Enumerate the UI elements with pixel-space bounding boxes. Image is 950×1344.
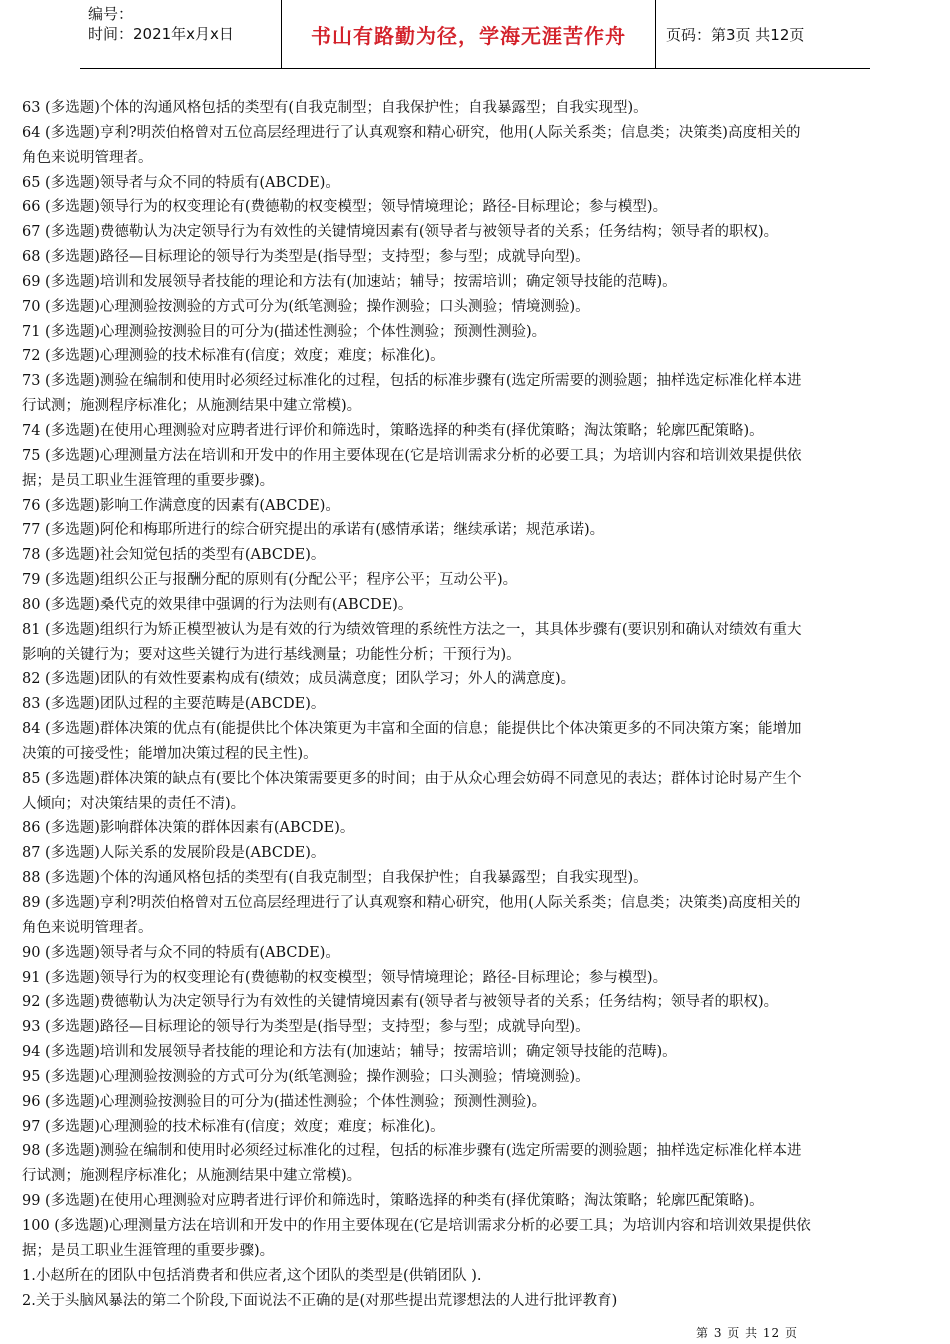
text-line: 98 (多选题)测验在编制和使用时必须经过标准化的过程，包括的标准步骤有(选定所需要的测验题；抽样选定标准化样本进 — [22, 1143, 802, 1160]
text-line: 73 (多选题)测验在编制和使用时必须经过标准化的过程，包括的标准步骤有(选定所需要的测验题；抽样选定标准化样本进 — [22, 373, 802, 390]
header-page-label: 页码：第3页 共12页 — [666, 25, 805, 44]
text-line: 96 (多选题)心理测验按测验目的可分为(描述性测验；个体性测验；预测性测验)。 — [22, 1093, 547, 1110]
text-line: 97 (多选题)心理测验的技术标准有(信度；效度；难度；标准化)。 — [22, 1118, 445, 1135]
text-line: 85 (多选题)群体决策的缺点有(要比个体决策需要更多的时间；由于从众心理会妨碍不同意见的表达；群体讨论时易产生个 — [22, 770, 802, 787]
text-line: 71 (多选题)心理测验按测验目的可分为(描述性测验；个体性测验；预测性测验)。 — [22, 323, 547, 340]
text-line: 83 (多选题)团队过程的主要范畴是(ABCDE)。 — [22, 696, 326, 713]
text-line: 64 (多选题)亨利?明茨伯格曾对五位高层经理进行了认真观察和精心研究，他用(人际关系类；信息类；决策类)高度相关的 — [22, 124, 801, 141]
text-line: 84 (多选题)群体决策的优点有(能提供比个体决策更为丰富和全面的信息；能提供比个体决策更多的不同决策方案；能增加 — [22, 721, 802, 738]
text-line: 66 (多选题)领导行为的权变理论有(费德勒的权变模型；领导情境理论；路径-目标理论；参与模型)。 — [22, 199, 668, 216]
text-line: 据；是员工职业生涯管理的重要步骤)。 — [22, 1242, 275, 1259]
text-line: 78 (多选题)社会知觉包括的类型有(ABCDE)。 — [22, 547, 326, 564]
text-line: 人倾向；对决策结果的责任不清)。 — [22, 795, 246, 812]
header-motto: 书山有路勤为径，学海无涯苦作舟 — [282, 0, 656, 68]
text-line: 90 (多选题)领导者与众不同的特质有(ABCDE)。 — [22, 944, 340, 961]
text-line: 82 (多选题)团队的有效性要素构成有(绩效；成员满意度；团队学习；外人的满意度)。 — [22, 671, 576, 688]
text-line: 75 (多选题)心理测量方法在培训和开发中的作用主要体现在(它是培训需求分析的必要工具；为培训内容和培训效果提供依 — [22, 447, 802, 464]
text-line: 95 (多选题)心理测验按测验的方式可分为(纸笔测验；操作测验；口头测验；情境测验)。 — [22, 1068, 590, 1085]
header-meta — [80, 0, 282, 68]
text-line: 100 (多选题)心理测量方法在培训和开发中的作用主要体现在(它是培训需求分析的必要工具；为培训内容和培训效果提供依 — [22, 1217, 811, 1234]
text-line: 86 (多选题)影响群体决策的群体因素有(ABCDE)。 — [22, 820, 355, 837]
text-line: 65 (多选题)领导者与众不同的特质有(ABCDE)。 — [22, 174, 340, 191]
text-line: 70 (多选题)心理测验按测验的方式可分为(纸笔测验；操作测验；口头测验；情境测验)。 — [22, 298, 590, 315]
text-line: 91 (多选题)领导行为的权变理论有(费德勒的权变模型；领导情境理论；路径-目标理论；参与模型)。 — [22, 969, 668, 986]
text-line: 67 (多选题)费德勒认为决定领导行为有效性的关键情境因素有(领导者与被领导者的关系；任务结构；领导者的职权)。 — [22, 224, 779, 241]
text-line: 角色来说明管理者。 — [22, 149, 153, 166]
text-line: 68 (多选题)路径—目标理论的领导行为类型是(指导型；支持型；参与型；成就导向型)。 — [22, 249, 590, 266]
text-line: 63 (多选题)个体的沟通风格包括的类型有(自我克制型；自我保护性；自我暴露型；自我实现型)。 — [22, 100, 648, 116]
text-line: 89 (多选题)亨利?明茨伯格曾对五位高层经理进行了认真观察和精心研究，他用(人际关系类；信息类；决策类)高度相关的 — [22, 895, 801, 911]
document-body — [22, 96, 930, 1313]
text-line: 88 (多选题)个体的沟通风格包括的类型有(自我克制型；自我保护性；自我暴露型；自我实现型)。 — [22, 870, 648, 887]
text-line: 81 (多选题)组织行为矫正模型被认为是有效的行为绩效管理的系统性方法之一，其具体步骤有(要识别和确认对绩效有重大 — [22, 621, 802, 638]
text-line: 69 (多选题)培训和发展领导者技能的理论和方法有(加速站；辅导；按需培训；确定领导技能的范畴)。 — [22, 273, 677, 290]
text-line: 79 (多选题)组织公正与报酬分配的原则有(分配公平；程序公平；互动公平)。 — [22, 572, 518, 589]
text-line: 94 (多选题)培训和发展领导者技能的理论和方法有(加速站；辅导；按需培训；确定领导技能的范畴)。 — [22, 1044, 677, 1061]
text-line: 行试测；施测程序标准化；从施测结果中建立常模)。 — [22, 1168, 362, 1185]
text-line: 74 (多选题)在使用心理测验对应聘者进行评价和筛选时，策略选择的种类有(择优策略；淘汰策略；轮廓匹配策略)。 — [22, 422, 764, 439]
page-footer — [0, 1326, 950, 1340]
footer-page-number: 第 3 页 共 12 页 — [696, 1326, 798, 1340]
text-line: 影响的关键行为；要对这些关键行为进行基线测量；功能性分析；干预行为)。 — [22, 646, 521, 663]
text-line: 92 (多选题)费德勒认为决定领导行为有效性的关键情境因素有(领导者与被领导者的关系；任务结构；领导者的职权)。 — [22, 994, 779, 1011]
text-line: 99 (多选题)在使用心理测验对应聘者进行评价和筛选时，策略选择的种类有(择优策略；淘汰策略；轮廓匹配策略)。 — [22, 1193, 764, 1210]
text-line: 据；是员工职业生涯管理的重要步骤)。 — [22, 472, 275, 489]
text-line: 2.关于头脑风暴法的第二个阶段,下面说法不正确的是(对那些提出荒谬想法的人进行批评教育) — [22, 1292, 618, 1309]
text-line: 76 (多选题)影响工作满意度的因素有(ABCDE)。 — [22, 497, 340, 514]
text-line: 77 (多选题)阿伦和梅耶所进行的综合研究提出的承诺有(感情承诺；继续承诺；规范承诺)。 — [22, 522, 605, 539]
document-number-label: 编号： — [88, 5, 134, 23]
text-line: 80 (多选题)桑代克的效果律中强调的行为法则有(ABCDE)。 — [22, 596, 413, 613]
document-time-label: 时间：2021年x月x日 — [88, 25, 234, 43]
text-line: 决策的可接受性；能增加决策过程的民主性)。 — [22, 745, 318, 762]
page-header — [80, 0, 870, 69]
text-line: 角色来说明管理者。 — [22, 919, 153, 936]
text-line: 87 (多选题)人际关系的发展阶段是(ABCDE)。 — [22, 845, 326, 862]
text-line: 93 (多选题)路径—目标理论的领导行为类型是(指导型；支持型；参与型；成就导向型)。 — [22, 1019, 590, 1036]
text-line: 1.小赵所在的团队中包括消费者和供应者,这个团队的类型是(供销团队 ). — [22, 1267, 482, 1284]
text-line: 72 (多选题)心理测验的技术标准有(信度；效度；难度；标准化)。 — [22, 348, 445, 365]
text-line: 行试测；施测程序标准化；从施测结果中建立常模)。 — [22, 398, 362, 415]
